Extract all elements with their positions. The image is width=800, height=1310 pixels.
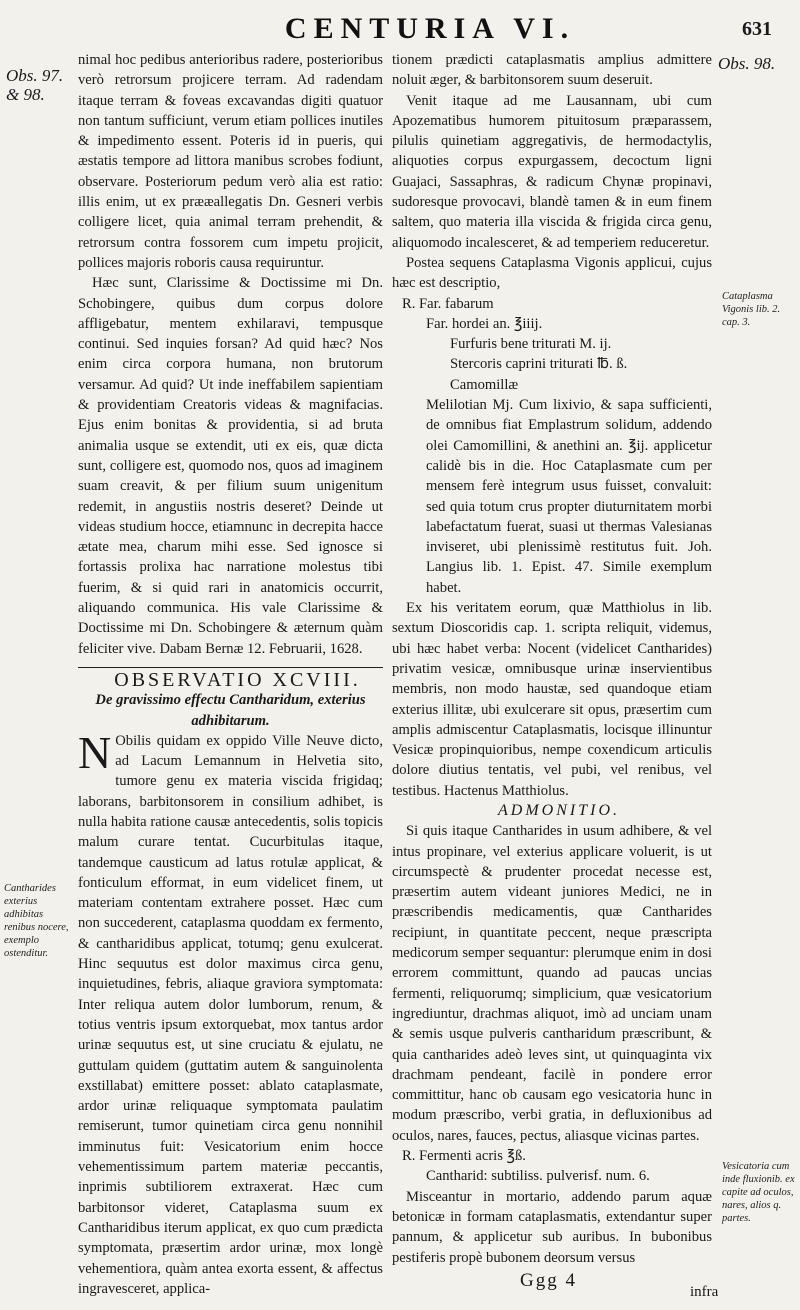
margin-note-vesicatoria: Vesicatoria cum inde fluxionib. ex capite ad oculos, nares, alios q. partes. <box>722 1161 795 1224</box>
admonitio-heading: ADMONITIO. <box>498 801 620 819</box>
recipe-line-4: Stercoris caprini triturati ℔. ß. <box>450 356 628 373</box>
page-header <box>0 8 800 52</box>
margin-obs-right: Obs. 98. <box>718 54 776 73</box>
page-number: 631 <box>742 18 772 40</box>
observation-subtitle: De gravissimo effectu Cantharidum, exterius adhibitarum. <box>95 692 366 729</box>
margin-note-cataplasma: Cataplasma Vigonis lib. 2. cap. 3. <box>722 291 781 328</box>
right-column <box>392 50 712 1268</box>
recipe-line-1: R. Far. fabarum <box>402 295 494 312</box>
left-paragraph-2: Hæc sunt, Clarissime & Doctissime mi Dn. Schobingere, quibus dum corpus dolore affligebatur, mentem exhilaravi, tempusque continui. Sed inquies forsan? Ad quid hæc? Nos enim circa corpora humana, non brutorum versamur. Ad quid? Ut inde ineffabilem sapientiam & providentiam Creatoris videas & magnifacias. Ejus enim bonitas & providentia, si ad bruta animalia usque se extendit, uti ex eis, quæ dicta sunt, colligere est, quomodo nos, quos ad imaginem suam creavit, & per filium suum unigenitum redemit, in angustiis nostris deseret? Deinde ut videas studium hocce, etiamnunc in decrepita hacce ætate mea, charum mihi esse. Sed ignosce si fortassis prolixa hac narratione molestus tibi fuerim, & si quid rari in anatomicis occurrit, aliquando communica. His vale Clarissime & Doctissime mi Dn. Schobingere & æternum quàm feliciter vive. Dabam Bernæ 12. Februarii, 1628. <box>78 275 383 657</box>
right-paragraph-4: Melilotian Mj. Cum lixivio, & sapa sufficienti, de omnibus fiat Emplastrum solidum, addendo olei Camomillini, & anethini an. ℥ij. applicetur calidè bis in die. Hoc Cataplasmate cum per mensem ferè integrum usus fuisset, convaluit: sed quia totum crus propter diuturnitatem morbi labefactatum fuerat, suasi ut thermas Valesianas inviseret, ubi plenissimè restitutus fuit. Joh. Langius lib. 1. Epist. 47. Simile exemplum habet. <box>426 397 712 596</box>
margin-obs-left: Obs. 97. & 98. <box>6 66 64 104</box>
recipe-line-6: R. Fermenti acris ℥ß. <box>402 1148 526 1165</box>
recipe-line-2: Far. hordei an. ℥iiij. <box>426 315 543 332</box>
running-head: CENTURIA VI. <box>284 12 576 45</box>
signature-mark: Ggg 4 <box>520 1270 577 1291</box>
observation-title: OBSERVATIO XCVIII. <box>114 668 361 691</box>
drop-cap: N <box>78 726 112 778</box>
left-column <box>78 50 383 1299</box>
recipe-line-3: Furfuris bene triturati M. ij. <box>450 336 612 353</box>
right-paragraph-5: Ex his veritatem eorum, quæ Matthiolus in lib. sextum Dioscoridis cap. 1. scripta reliquit, videmus, ubi hæc habet verba: Nocent (videlicet Cantharides) privatim vesicæ, omnibusque urinæ inservientibus membris, non modo haustæ, sed quandoque etiam exterius illitæ, ubi exulcerare sit opus, præsertim cum amplis admiscentur Cataplasmatis, locisque illinuntur Vesicæ propinquioribus, nempe coxendicum articulis dolore diutius tentatis, vel pubi, vel renibus, vel testibus. Hactenus Matthiolus. <box>392 600 712 799</box>
left-paragraph-3 <box>78 726 383 1299</box>
section-rule <box>78 667 383 668</box>
right-paragraph-3: Postea sequens Cataplasma Vigonis applicui, cujus hæc est descriptio, <box>392 254 712 292</box>
left-paragraph-3-text: Obilis quidam ex oppido Ville Neuve dicto, ad Lacum Lemannum in Helvetia sito, tumore genu ex materia viscida frigidaq; laborans, barbitonsorem in consilium adhibet, is nulla habita ratione causæ antecedentis, solis topicis malum curare tentat. Cucurbitulas itaque, tandemque causticum ad latus rotulæ applicat, & fonticulum efformat, in eum videlicet finem, ut materiam contentam extrahere posset. Hæc cum non succederent, cataplasma quoddam ex fermento, & cantharidibus applicat, totumq; genu exulcerat. Hinc sequutus est dolor maximus circa genu, inquietudines, febris, aliaque graviora symptomata: Inter reliqua autem dolor lumborum, renum, & totius ventris ipsum extorquebat, mox tantus ardor urinæ sequutus est, ut sine cruciatu & ejulatu, ne guttulam quidem (guttatim autem & sanguinolenta exstillabat) emittere posset: ablato cataplasmate, ardor urinæ reliquaque symptomata paulatim remiserunt, tumor quinetiam circa genu nonnihil imminutus fuit: Vesicatorium enim hocce vehementissimum partem materiæ peccantis, inprimis subtiliorem extraxerat. Hæc cum barbitonsor videret, Cataplasma suum ex Cantharidibus iterum applicat, ex quo cum prædicta symptomata, præsertim ardor urinæ, mox longè vehementiora, quàm antea exorta essent, & affectus ingravesceret, applica- <box>78 732 383 1297</box>
recipe-line-5: Camomillæ <box>450 376 519 393</box>
margin-note-cantharides: Cantharides exterius adhibitas renibus nocere, exemplo ostenditur. <box>4 883 69 959</box>
recipe-line-7: Cantharid: subtiliss. pulverisf. num. 6. <box>426 1168 650 1185</box>
right-paragraph-6: Si quis itaque Cantharides in usum adhibere, & vel intus propinare, vel exterius applicare voluerit, is ut circumspectè & prudenter procedat necesse est, præsertim autem videant juniores Medici, ne in præscribendis medicamentis, quæ Cantharides recipiunt, in quantitate peccent, neque præscripta medicorum semper sequantur: plerumque enim in dosi errorem committunt, quando ad paucas uncias fermenti, reliquorumq; simplicium, quæ vesicatorium ingrediuntur, drachmas aliquot, imò ad unciam unam & semis usque pulveris cantharidum præscribunt, & quia cantharides adeò leves sint, ut quinquaginta vix drachmam pendeant, facilè in pondere error committitur, hanc ob causam ego vesicatoria hunc in modum præscribo, verbi gratia, in defluxionibus ad oculos, nares, fauces, pectus, aliasque vicinas partes. <box>392 823 712 1144</box>
right-paragraph-7: Misceantur in mortario, addendo parum aquæ betonicæ in formam cataplasmatis, extendantur super pannum, & applicetur sub auribus. In bubonibus pestiferis propè bubonem deorsum versus <box>392 1188 712 1266</box>
right-paragraph-2: Venit itaque ad me Lausannam, ubi cum Apozematibus humorem pituitosum præparassem, pilulis quinetiam aggregativis, de hermodactylis, aliquoties corpus expurgassem, decoctum ligni Guajaci, Sassaphras, & radicum Chynæ propinavi, sudoresque provocavi, blandè tamen & in eum finem saltem, quo materia illa viscida & frigida circa genu, aliquomodo incalesceret, & ad temperiem reduceretur. <box>392 92 712 251</box>
right-paragraph-1: tionem prædicti cataplasmatis amplius admittere noluit æger, & barbitonsorem suum deseruit. <box>392 52 712 89</box>
left-paragraph-1: nimal hoc pedibus anterioribus radere, posterioribus verò retrorsum projicere terram. Ad radendam itaque terram & foveas excavandas digiti quatuor non tantum sufficiunt, verum etiam pollices inutiles & impedimento essent. Poteris id in pueris, qui æstatis tempore ad littora manibus scrobes fodiunt, observare. Posteriorum pedum verò alia est ratio: illis enim, ut ex prææallegatis Dn. Gesneri verbis colligere licet, quia animal terram prehendit, & retrorsum contra fossorem cum impetu projicit, pollices majoris roboris causa requiruntur. <box>78 52 383 271</box>
catchword: infra <box>690 1284 719 1300</box>
